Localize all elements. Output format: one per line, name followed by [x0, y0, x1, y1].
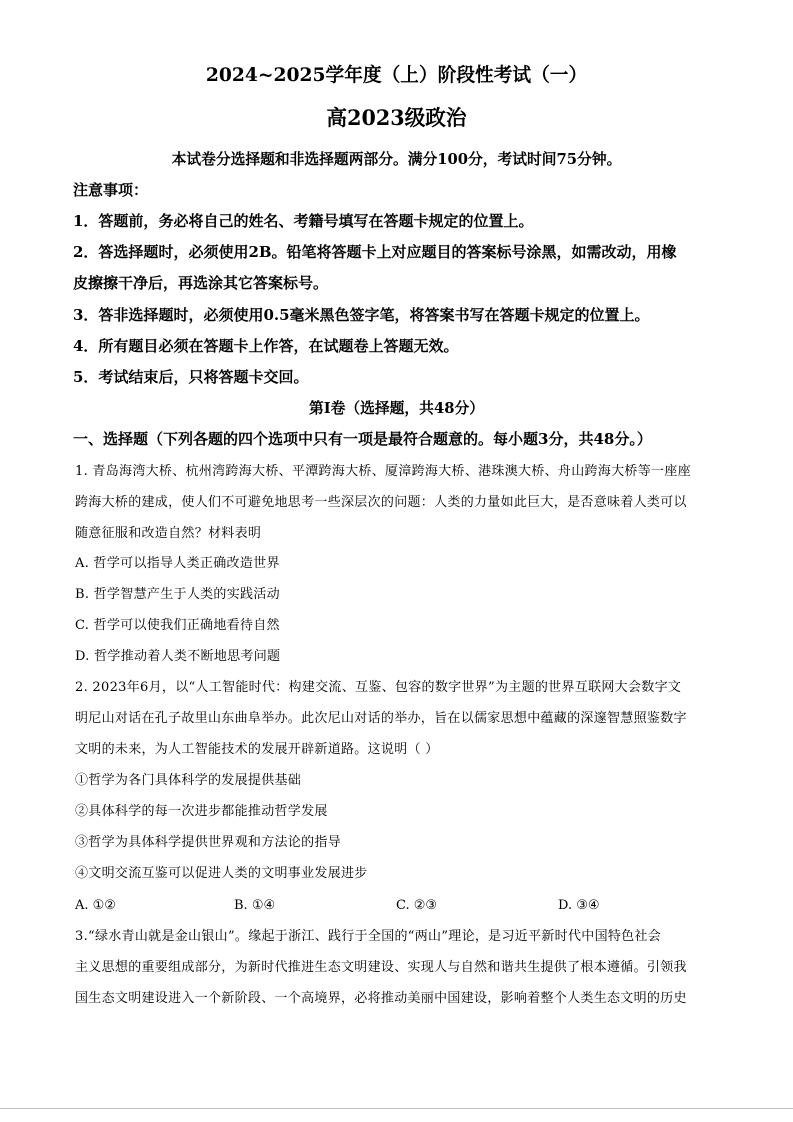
- question-3-stem: 主义思想的重要组成部分，为新时代推进生态文明建设、实现人与自然和谐共生提供了根本遵循。引领我: [75, 960, 687, 975]
- note-item: 4．所有题目必须在答题卡上作答，在试题卷上答题无效。: [73, 337, 459, 355]
- note-item: 2．答选择题时，必须使用2B。铅笔将答题卡上对应题目的答案标号涂黑，如需改动，用橡: [73, 243, 677, 261]
- page-bottom-divider: [0, 1108, 793, 1109]
- notes-heading: 注意事项：: [73, 181, 149, 199]
- question-2-statement: ③哲学为具体科学提供世界观和方法论的指导: [75, 835, 342, 850]
- question-1-option-d: D. 哲学推动着人类不断地思考问题: [75, 649, 281, 664]
- question-2-option-a: A. ①②: [75, 898, 116, 913]
- question-2-stem: 文明的未来，为人工智能技术的发展开辟新道路。这说明（ ）: [75, 742, 439, 757]
- question-3-stem: 国生态文明建设进入一个新阶段、一个高境界，必将推动美丽中国建设，影响着整个人类生态文明的历史: [75, 991, 687, 1006]
- question-2-option-c: C. ②③: [396, 898, 438, 913]
- question-2-statement: ②具体科学的每一次进步都能推动哲学发展: [75, 804, 328, 819]
- question-2-option-d: D. ③④: [558, 898, 600, 913]
- note-item: 皮擦擦干净后，再选涂其它答案标号。: [73, 274, 329, 292]
- question-2-stem: 明尼山对话在孔子故里山东曲阜举办。此次尼山对话的举办，旨在以儒家思想中蕴藏的深邃智慧照鉴数字: [75, 711, 687, 726]
- exam-intro: 本试卷分选择题和非选择题两部分。满分100分，考试时间75分钟。: [171, 150, 622, 168]
- question-1-option-b: B. 哲学智慧产生于人类的实践活动: [75, 587, 280, 602]
- note-item: 1．答题前，务必将自己的姓名、考籍号填写在答题卡规定的位置上。: [73, 212, 534, 230]
- section-title: 第Ⅰ卷（选择题，共48分）: [309, 399, 484, 417]
- question-2-stem: 2. 2023年6月，以“人工智能时代：构建交流、互鉴、包容的数字世界”为主题的世界互联网大会数字文: [75, 680, 682, 695]
- exam-title: 2024~2025学年度（上）阶段性考试（一）: [205, 64, 588, 86]
- exam-subtitle: 高2023级政治: [326, 105, 467, 130]
- note-item: 5．考试结束后，只将答题卡交回。: [73, 368, 309, 386]
- question-2-option-b: B. ①④: [234, 898, 276, 913]
- question-1-stem: 跨海大桥的建成，使人们不可避免地思考一些深层次的问题：人类的力量如此巨大，是否意味着人类可以: [75, 495, 687, 510]
- question-3-stem: 3.“绿水青山就是金山银山”。缘起于浙江、践行于全国的“两山”理论，是习近平新时代中国特色社会: [75, 929, 662, 944]
- question-1-stem: 随意征服和改造自然？材料表明: [75, 526, 262, 541]
- section-instruction: 一、选择题（下列各题的四个选项中只有一项是最符合题意的。每小题3分，共48分。）: [73, 430, 652, 448]
- question-2-statement: ④文明交流互鉴可以促进人类的文明事业发展进步: [75, 866, 368, 881]
- question-2-statement: ①哲学为各门具体科学的发展提供基础: [75, 773, 302, 788]
- note-item: 3．答非选择题时，必须使用0.5毫米黑色签字笔，将答案书写在答题卡规定的位置上。: [73, 306, 650, 324]
- question-1-option-a: A. 哲学可以指导人类正确改造世界: [75, 556, 280, 571]
- question-1-option-c: C. 哲学可以使我们正确地看待自然: [75, 618, 280, 633]
- question-1-stem: 1. 青岛海湾大桥、杭州湾跨海大桥、平潭跨海大桥、厦漳跨海大桥、港珠澳大桥、舟山跨海大桥等一座座: [75, 464, 691, 479]
